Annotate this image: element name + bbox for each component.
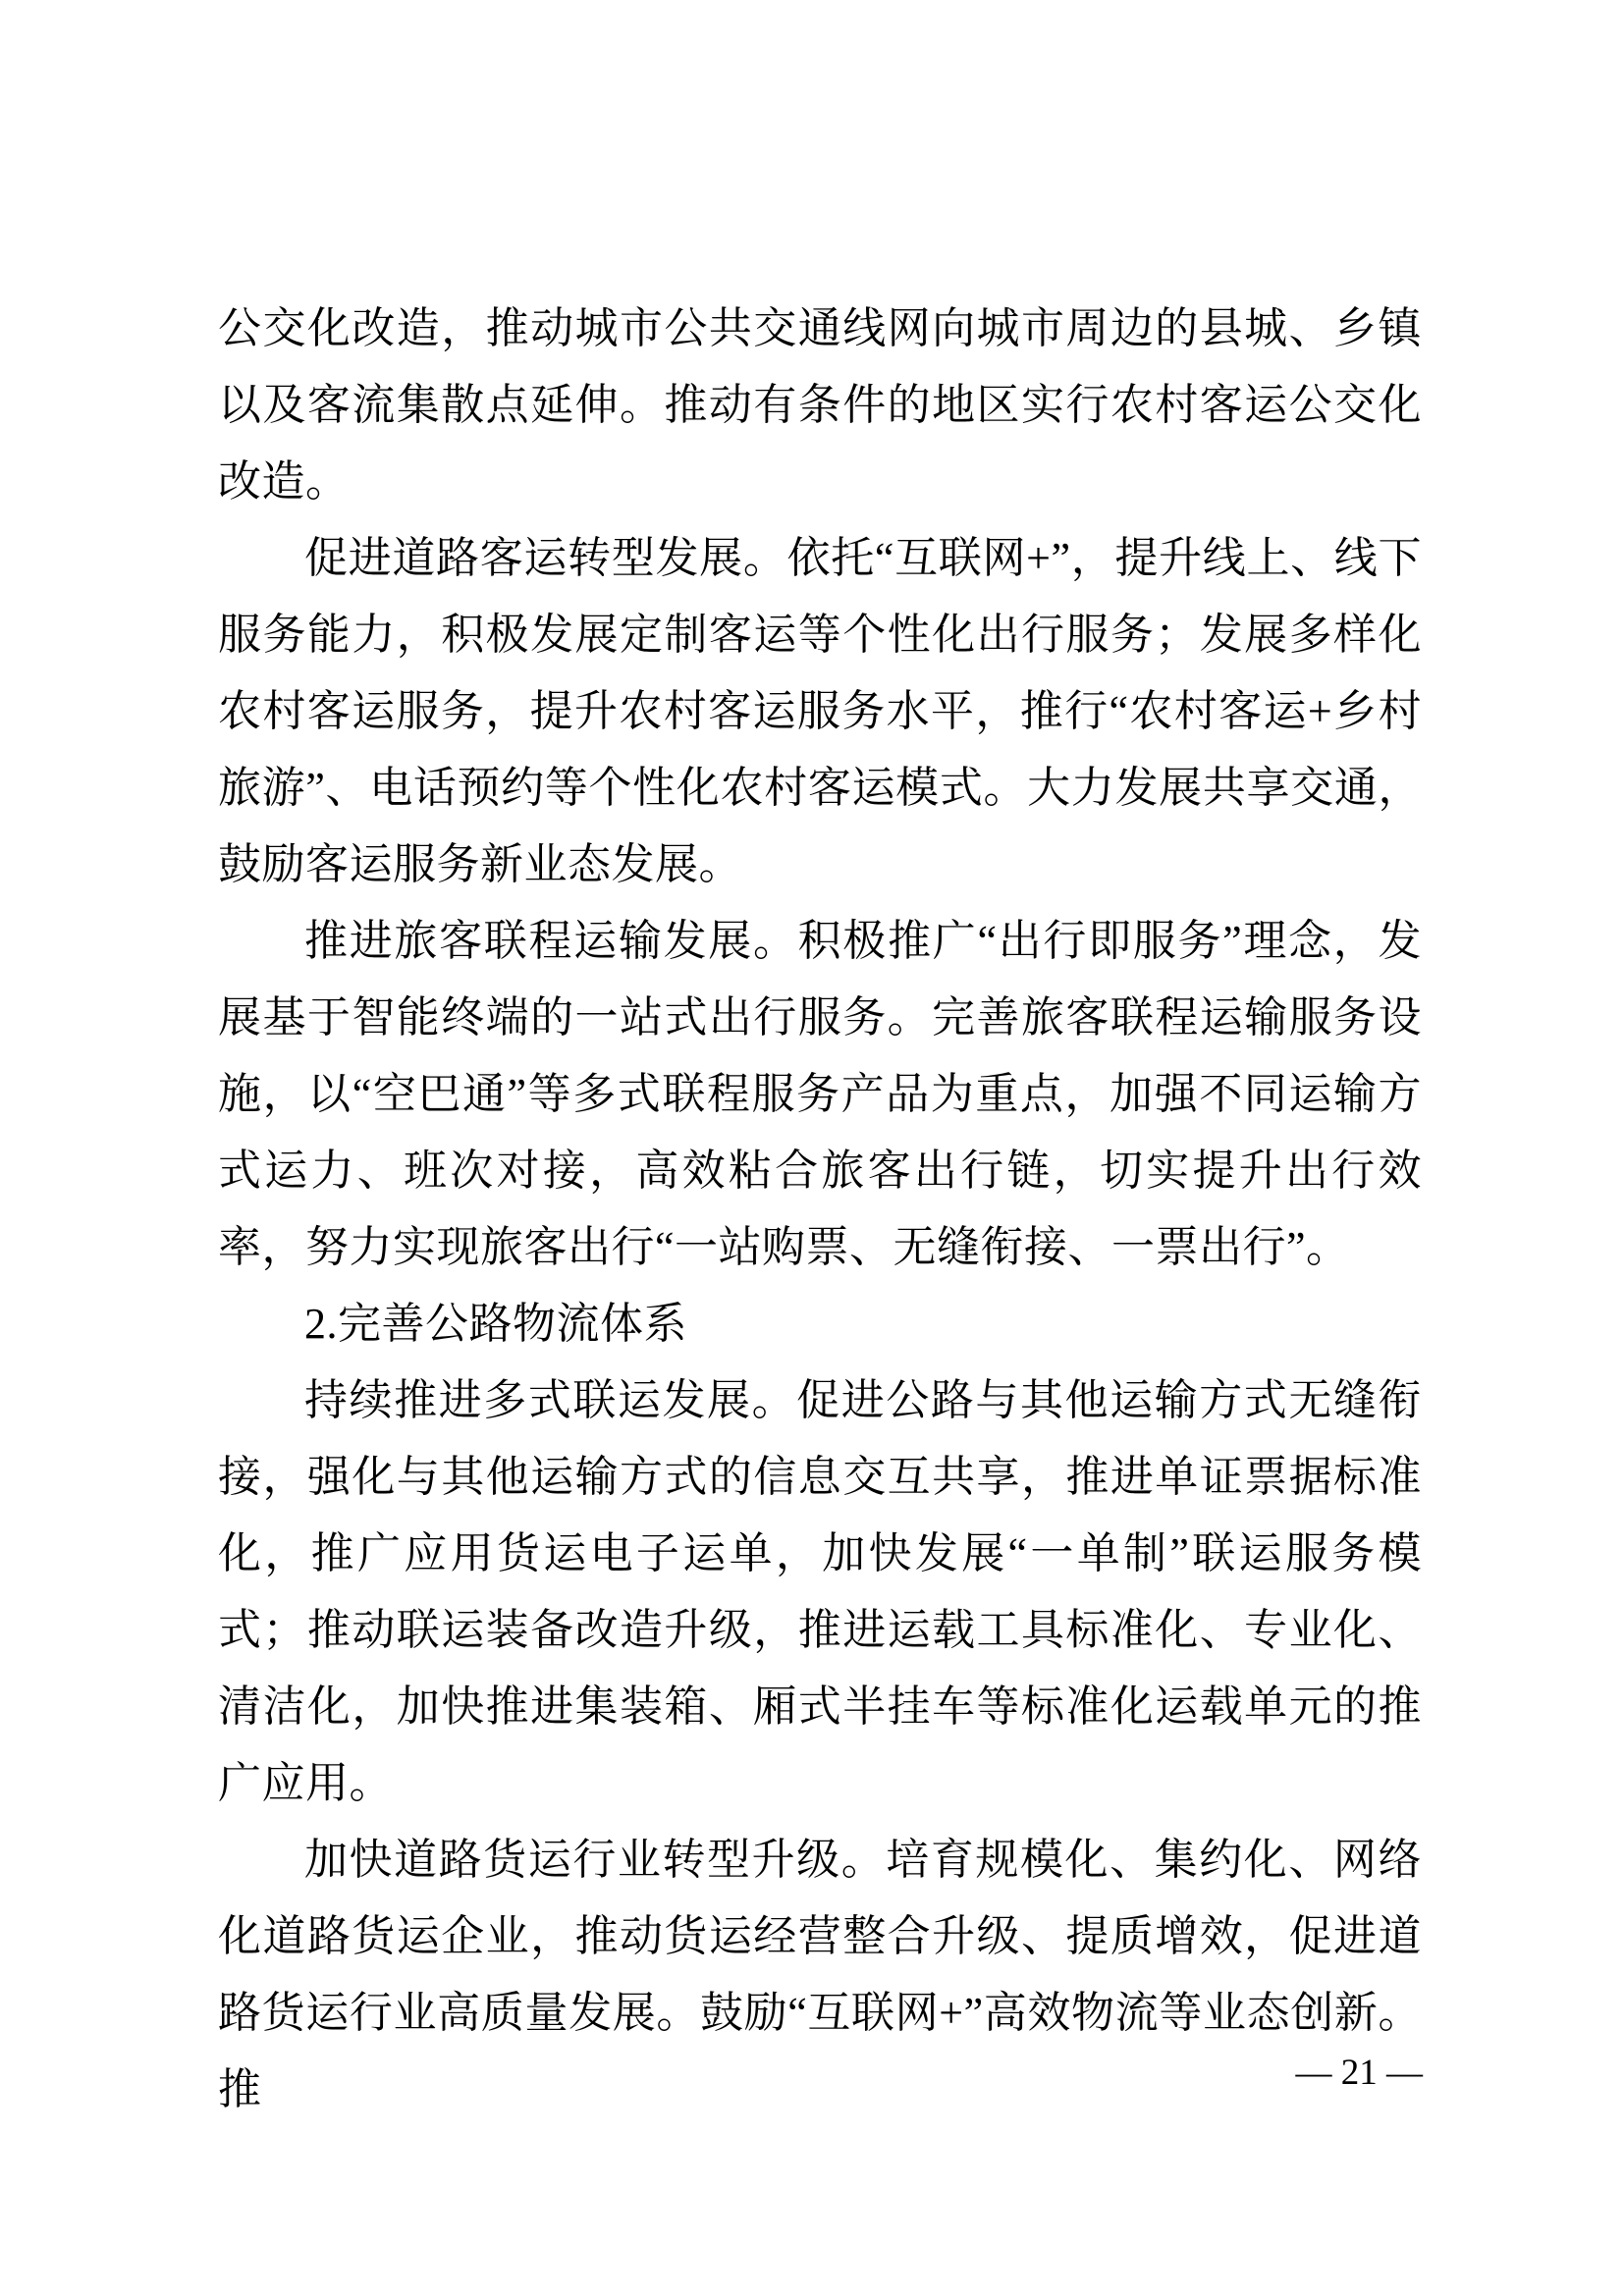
page-number: — 21 — bbox=[1295, 2053, 1423, 2093]
paragraph-continuation: 公交化改造，推动城市公共交通线网向城市周边的县城、乡镇以及客流集散点延伸。推动有条件的地区实行农村客运公交化改造。 bbox=[218, 304, 1422, 506]
paragraph-multimodal-freight: 持续推进多式联运发展。促进公路与其他运输方式无缝衔接，强化与其他运输方式的信息交互共享，推进单证票据标准化，推广应用货运电子运单，加快发展“一单制”联运服务模式；推动联运装备改造升级，推进运载工具标准化、专业化、清洁化，加快推进集装箱、厢式半挂车等标准化运载单元的推广应用。 bbox=[218, 1376, 1422, 1807]
document-body bbox=[218, 291, 1422, 2128]
paragraph-intermodal-passenger-transport: 推进旅客联程运输发展。积极推广“出行即服务”理念，发展基于智能终端的一站式出行服务。完善旅客联程运输服务设施，以“空巴通”等多式联程服务产品为重点，加强不同运输方式运力、班次对接，高效粘合旅客出行链，切实提升出行效率，努力实现旅客出行“一站购票、无缝衔接、一票出行”。 bbox=[218, 917, 1422, 1271]
section-heading-logistics-system: 2.完善公路物流体系 bbox=[304, 1300, 687, 1348]
paragraph-freight-industry-upgrade: 加快道路货运行业转型升级。培育规模化、集约化、网络化道路货运企业，推动货运经营整合升级、提质增效，促进道路货运行业高质量发展。鼓励“互联网+”高效物流等业态创新。推 bbox=[218, 1836, 1422, 2113]
paragraph-road-passenger-transport: 促进道路客运转型发展。依托“互联网+”，提升线上、线下服务能力，积极发展定制客运等个性化出行服务；发展多样化农村客运服务，提升农村客运服务水平，推行“农村客运+乡村旅游”、电话预约等个性化农村客运模式。大力发展共享交通，鼓励客运服务新业态发展。 bbox=[218, 534, 1422, 888]
